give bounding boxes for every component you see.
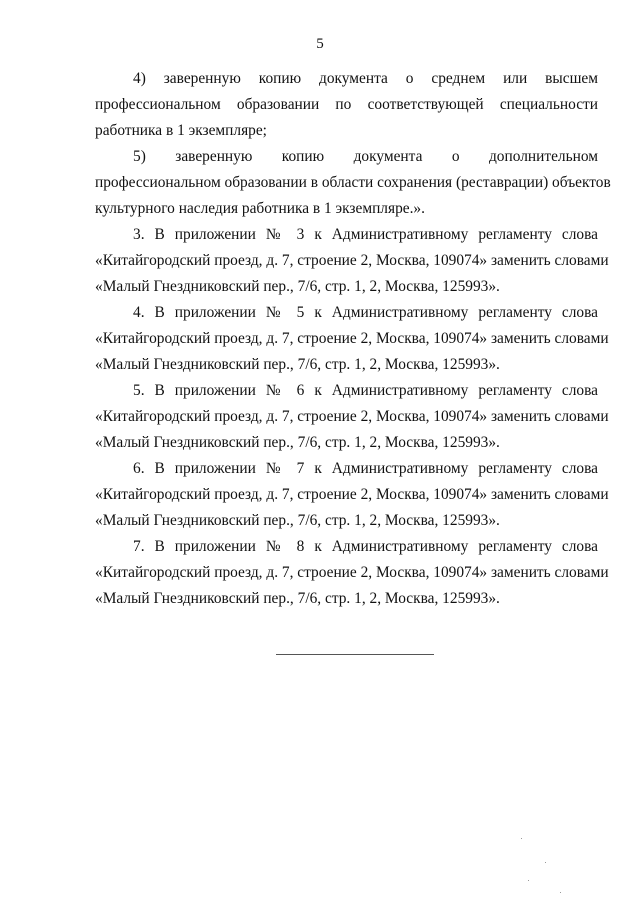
paragraph-line: работника в 1 экземпляре; <box>95 122 267 139</box>
paragraph-point-7 <box>95 534 609 612</box>
paragraph-line: профессиональном образовании по соответствующей специальности <box>95 96 598 113</box>
paragraph-line: культурного наследия работника в 1 экземпляре.». <box>95 200 425 217</box>
scan-speck <box>545 862 546 863</box>
paragraph-line: 4. В приложении № 5 к Административному регламенту слова <box>133 304 598 321</box>
paragraph-line: профессиональном образовании в области сохранения (реставрации) объектов <box>95 174 611 191</box>
page-number: 5 <box>316 36 324 52</box>
paragraph-line: «Китайгородский проезд, д. 7, строение 2, Москва, 109074» заменить словами <box>95 486 609 503</box>
paragraph-item-4 <box>95 66 598 144</box>
paragraph-line: 7. В приложении № 8 к Административному регламенту слова <box>133 538 598 555</box>
paragraph-line: «Малый Гнездниковский пер., 7/6, стр. 1, 2, Москва, 125993». <box>95 278 500 295</box>
paragraph-line: 5) заверенную копию документа о дополнительном <box>133 148 598 165</box>
paragraph-point-6 <box>95 456 609 534</box>
paragraph-line: «Малый Гнездниковский пер., 7/6, стр. 1, 2, Москва, 125993». <box>95 434 500 451</box>
scan-speck <box>528 880 529 881</box>
scan-speck <box>560 892 561 893</box>
paragraph-item-5 <box>95 144 611 222</box>
paragraph-line: «Китайгородский проезд, д. 7, строение 2, Москва, 109074» заменить словами <box>95 408 609 425</box>
paragraph-point-4 <box>95 300 609 378</box>
paragraph-line: 5. В приложении № 6 к Административному регламенту слова <box>133 382 598 399</box>
scan-speck <box>521 838 522 839</box>
end-separator-line <box>276 654 434 655</box>
paragraph-line: 3. В приложении № 3 к Административному регламенту слова <box>133 226 598 243</box>
paragraph-point-3 <box>95 222 609 300</box>
document-body <box>95 66 611 612</box>
paragraph-line: 6. В приложении № 7 к Административному регламенту слова <box>133 460 598 477</box>
paragraph-line: «Китайгородский проезд, д. 7, строение 2, Москва, 109074» заменить словами <box>95 564 609 581</box>
paragraph-line: «Малый Гнездниковский пер., 7/6, стр. 1, 2, Москва, 125993». <box>95 590 500 607</box>
paragraph-line: «Китайгородский проезд, д. 7, строение 2, Москва, 109074» заменить словами <box>95 330 609 347</box>
paragraph-line: «Малый Гнездниковский пер., 7/6, стр. 1, 2, Москва, 125993». <box>95 356 500 373</box>
paragraph-point-5 <box>95 378 609 456</box>
paragraph-line: «Малый Гнездниковский пер., 7/6, стр. 1, 2, Москва, 125993». <box>95 512 500 529</box>
paragraph-line: «Китайгородский проезд, д. 7, строение 2, Москва, 109074» заменить словами <box>95 252 609 269</box>
paragraph-line: 4) заверенную копию документа о среднем или высшем <box>133 70 598 87</box>
